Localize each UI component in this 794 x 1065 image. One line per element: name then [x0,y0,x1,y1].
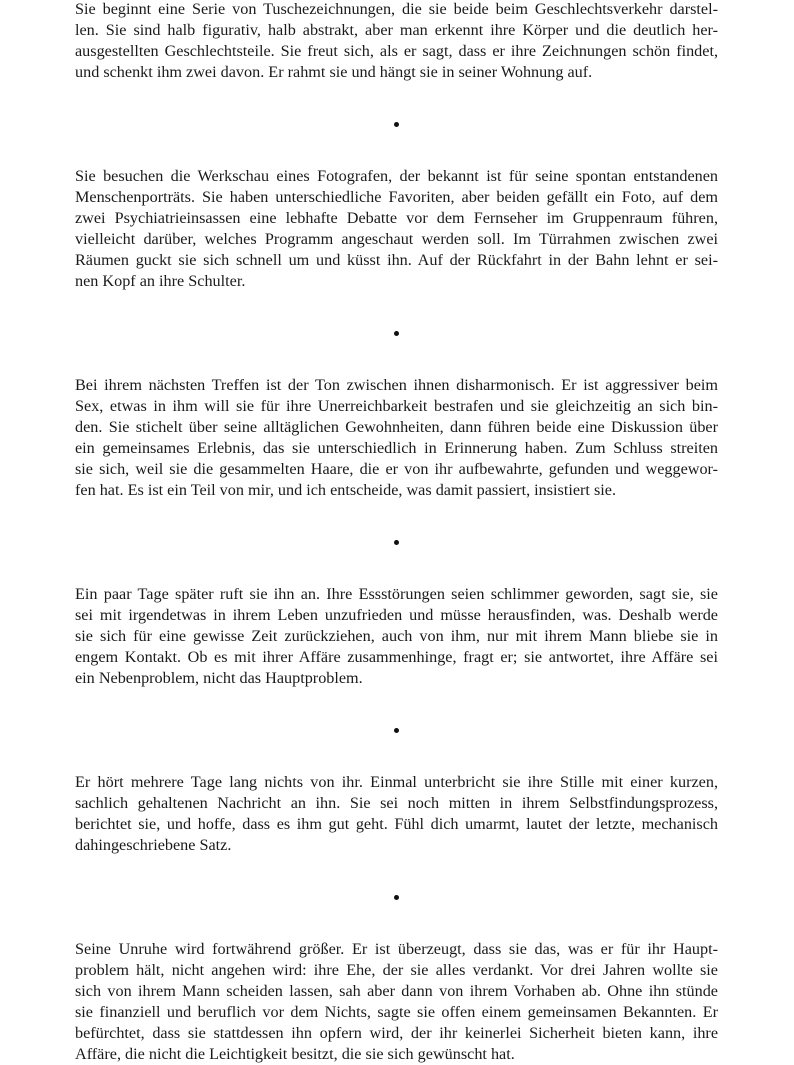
text-line: Sie besuchen die Werkschau eines Fotografen, der bekannt ist für seine spontan entstandenen [75,167,718,185]
text-line: und schenkt ihm zwei davon. Er rahmt sie und hängt sie in seiner Wohnung auf. [75,63,593,81]
bullet-dot-icon [394,540,399,545]
text-line: den. Sie stichelt über seine alltäglichen Gewohnheiten, dann führen beide eine Diskussion über [75,418,718,436]
text-line: ein Nebenproblem, nicht das Hauptproblem. [75,669,363,687]
paragraph-4 [75,584,718,689]
text-line: engem Kontakt. Ob es mit ihrer Affäre zusammenhinge, fragt er; sie antwortet, ihre Affäre sei [75,648,718,666]
text-line: sie sich, weil sie die gesammelten Haare, die er von ihr aufbewahrte, gefunden und weggewor- [75,460,718,478]
paragraph-2 [75,166,718,292]
text-line: problem hält, nicht angehen wird: ihre Ehe, der sie alles verdankt. Vor drei Jahren wollte sie [75,961,718,979]
section-separator [75,83,718,166]
text-line: len. Sie sind halb figurativ, halb abstrakt, aber man erkennt ihre Körper und die deutlich her- [75,21,718,39]
text-line: sie sich für eine gewisse Zeit zurückziehen, auch von ihm, nur mit ihrem Mann bliebe sie in [75,627,718,645]
text-line: sich von ihrem Mann scheiden lassen, sah aber dann von ihrem Vorhaben ab. Ohne ihn stünde [75,982,718,1000]
text-line: Seine Unruhe wird fortwährend größer. Er ist überzeugt, dass sie das, was er für ihr Haupt- [75,940,718,958]
bullet-dot-icon [394,331,399,336]
text-line: fen hat. Es ist ein Teil von mir, und ich entscheide, was damit passiert, insistiert sie. [75,481,616,499]
bullet-dot-icon [394,895,399,900]
text-line: Bei ihrem nächsten Treffen ist der Ton zwischen ihnen disharmonisch. Er ist aggressiver beim [75,376,718,394]
text-line: sachlich gehaltenen Nachricht an ihn. Sie sei noch mitten in ihrem Selbstfindungsprozess, [75,794,718,812]
text-line: vielleicht darüber, welches Programm angeschaut werden soll. Im Türrahmen zwischen zwei [75,230,718,248]
text-line: Menschenporträts. Sie haben unterschiedliche Favoriten, aber beiden gefällt ein Foto, auf dem [75,188,718,206]
document-page [75,0,718,1065]
section-separator [75,856,718,939]
text-line: Ein paar Tage später ruft sie ihn an. Ihre Essstörungen seien schlimmer geworden, sagt sie, sie [75,585,718,603]
text-line: sei mit irgendetwas in ihrem Leben unzufrieden und müsse herausfinden, was. Deshalb werde [75,606,718,624]
text-line: Sie beginnt eine Serie von Tuschezeichnungen, die sie beide beim Geschlechtsverkehr darstel- [75,0,718,18]
bullet-dot-icon [394,122,399,127]
text-line: dahingeschriebene Satz. [75,836,232,854]
bullet-dot-icon [394,728,399,733]
text-line: ausgestellten Geschlechtsteile. Sie freut sich, als er sagt, dass er ihre Zeichnungen schön findet, [75,42,718,60]
text-line: nen Kopf an ihre Schulter. [75,272,246,290]
paragraph-1 [75,0,718,83]
text-line: Räumen guckt sie sich schnell um und küsst ihn. Auf der Rückfahrt in der Bahn lehnt er sei- [75,251,718,269]
paragraph-3 [75,375,718,501]
section-separator [75,689,718,772]
paragraph-5 [75,772,718,856]
text-line: zwei Psychiatrieinsassen eine lebhafte Debatte vor dem Fernseher im Gruppenraum führen, [75,209,718,227]
section-separator [75,292,718,375]
text-line: ein gemeinsames Erlebnis, das sie unterschiedlich in Erinnerung haben. Zum Schluss streiten [75,439,718,457]
text-line: berichtet sie, und hoffe, dass es ihm gut geht. Fühl dich umarmt, lautet der letzte, mechanisch [75,815,718,833]
text-line: Sex, etwas in ihm will sie für ihre Unerreichbarkeit bestrafen und sie gleichzeitig an sich bin- [75,397,718,415]
text-line: Affäre, die nicht die Leichtigkeit besitzt, die sie sich gewünscht hat. [75,1045,515,1063]
section-separator [75,501,718,584]
text-line: sie finanziell und beruflich vor dem Nichts, sagte sie offen einem gemeinsamen Bekannten. Er [75,1003,718,1021]
text-line: befürchtet, dass sie stattdessen ihn opfern wird, der ihr keinerlei Sicherheit bieten kann, ihre [75,1024,718,1042]
text-line: Er hört mehrere Tage lang nichts von ihr. Einmal unterbricht sie ihre Stille mit einer kurzen, [75,773,718,791]
